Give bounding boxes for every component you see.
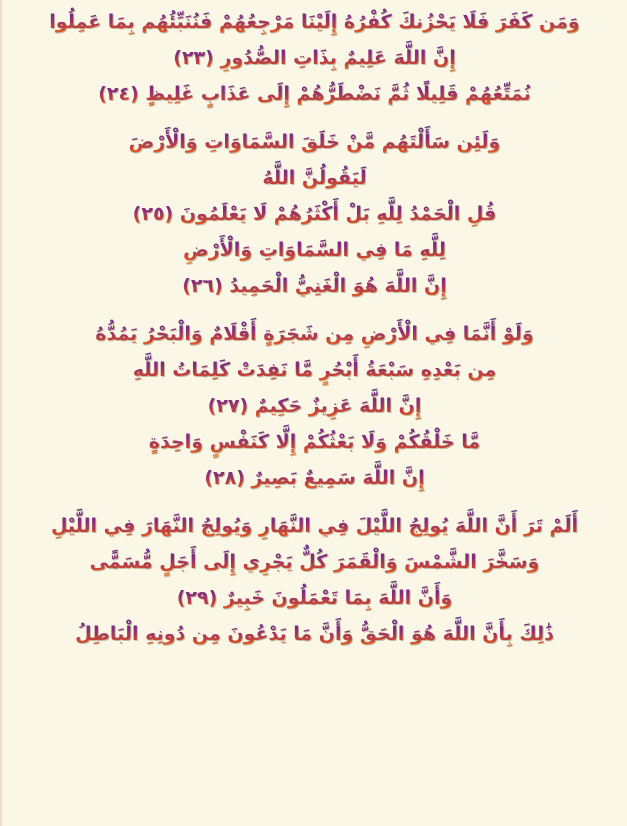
- verse-block-2: [2, 124, 627, 304]
- verse-line: لِلَّهِ مَا فِي السَّمَاوَاتِ وَالْأَرْضِ: [2, 232, 627, 268]
- verse-line: مَّا خَلْقُكُمْ وَلَا بَعْثُكُمْ إِلَّا كَنَفْسٍ وَاحِدَةٍ: [2, 424, 627, 460]
- verse-line: وَمَن كَفَرَ فَلَا يَحْزُنكَ كُفْرُهُ إِلَيْنَا مَرْجِعُهُمْ فَنُنَبِّئُهُم بِمَا عَمِلُوا: [2, 4, 627, 40]
- verse-line: قُلِ الْحَمْدُ لِلَّهِ بَلْ أَكْثَرُهُمْ لَا يَعْلَمُونَ (٢٥): [2, 196, 627, 232]
- verse-line: وَسَخَّرَ الشَّمْسَ وَالْقَمَرَ كُلٌّ يَجْرِي إِلَى أَجَلٍ مُّسَمًّى: [2, 544, 627, 580]
- verse-line: وَلَوْ أَنَّمَا فِي الْأَرْضِ مِن شَجَرَةٍ أَقْلَامٌ وَالْبَحْرُ يَمُدُّهُ: [2, 316, 627, 352]
- verse-line: إِنَّ اللَّهَ هُوَ الْغَنِيُّ الْحَمِيدُ (٢٦): [2, 268, 627, 304]
- block-gap: [2, 112, 627, 124]
- verse-line: إِنَّ اللَّهَ سَمِيعٌ بَصِيرٌ (٢٨): [2, 460, 627, 496]
- verse-block-3: [2, 316, 627, 496]
- verse-line: لَيَقُولُنَّ اللَّهُ: [2, 160, 627, 196]
- verse-line: وَلَئِن سَأَلْتَهُم مَّنْ خَلَقَ السَّمَاوَاتِ وَالْأَرْضَ: [2, 124, 627, 160]
- verse-block-1: [2, 4, 627, 112]
- verse-line: إِنَّ اللَّهَ عَلِيمٌ بِذَاتِ الصُّدُورِ (٢٣): [2, 40, 627, 76]
- verse-line: أَلَمْ تَرَ أَنَّ اللَّهَ يُولِجُ اللَّيْلَ فِي النَّهَارِ وَيُولِجُ النَّهَارَ فِي اللَّيْلِ: [2, 508, 627, 544]
- verse-line: وَأَنَّ اللَّهَ بِمَا تَعْمَلُونَ خَبِيرٌ (٢٩): [2, 580, 627, 616]
- verse-line: نُمَتِّعُهُمْ قَلِيلًا ثُمَّ نَضْطَرُّهُمْ إِلَى عَذَابٍ غَلِيظٍ (٢٤): [2, 76, 627, 112]
- verse-line: ذَٰلِكَ بِأَنَّ اللَّهَ هُوَ الْحَقُّ وَأَنَّ مَا يَدْعُونَ مِن دُونِهِ الْبَاطِلُ: [2, 616, 627, 652]
- block-gap: [2, 496, 627, 508]
- verse-line: مِن بَعْدِهِ سَبْعَةُ أَبْحُرٍ مَّا نَفِدَتْ كَلِمَاتُ اللَّهِ: [2, 352, 627, 388]
- verse-block-4: [2, 508, 627, 652]
- verse-line: إِنَّ اللَّهَ عَزِيزٌ حَكِيمٌ (٢٧): [2, 388, 627, 424]
- block-gap: [2, 304, 627, 316]
